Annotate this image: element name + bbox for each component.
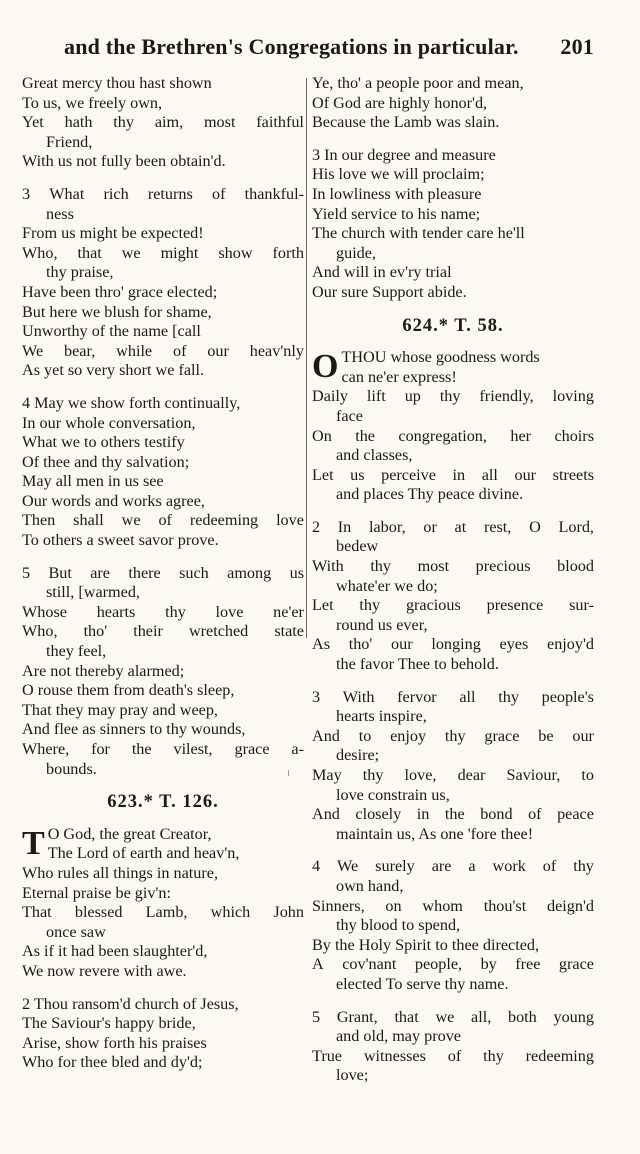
stanza [22,185,304,381]
hymn-624-more-stanzas [312,518,594,1086]
stanza [312,857,594,994]
verse-line: the favor Thee to behold. [336,655,499,674]
verse-line: Yield service to his name; [312,204,481,223]
hymn-623-stanza-1-rest [22,844,304,981]
verse-line: The Saviour's happy bride, [22,1014,196,1033]
verse-line: 2 In labor, or at rest, O Lord, [312,517,594,536]
verse-line: As if it had been slaughter'd, [22,942,208,961]
verse-line: own hand, [336,876,404,895]
stanza [312,74,594,133]
verse-line: Unworthy of the name [call [22,322,201,341]
verse-line: whate'er we do; [336,576,438,595]
verse-line: Daily lift up thy friendly, loving [312,387,594,406]
verse-line: 5 Grant, that we all, both young [312,1007,594,1026]
verse-line: hearts inspire, [336,707,427,726]
verse-line: Who, tho' their wretched state [22,622,304,641]
verse-line: 4 We surely are a work of thy [312,857,594,876]
verse-line: 3 What rich returns of thankful- [22,184,304,203]
verse-line: Yet hath thy aim, most faithful [22,113,304,132]
hymn-622-continuation [22,74,304,779]
verse-line: thy praise, [46,263,114,282]
verse-line: Ye, tho' a people poor and mean, [312,74,524,92]
verse-line: With us not fully been obtain'd. [22,152,226,171]
verse-line: bounds. [46,759,97,778]
verse-line: Who rules all things in nature, [22,863,219,882]
left-column [22,74,304,1086]
verse-line: As tho' our longing eyes enjoy'd [312,635,594,654]
verse-line: they feel, [46,642,107,661]
hymn-624-stanza-1-rest [312,368,594,505]
drop-cap: T [22,824,45,862]
drop-cap: O [312,348,339,386]
verse-line: By the Holy Spirit to thee directed, [312,935,540,954]
verse-line: To others a sweet savor prove. [22,531,219,550]
verse-line: That blessed Lamb, which John [22,903,304,922]
verse-line: And flee as sinners to thy wounds, [22,720,246,739]
verse-line: On the congregation, her choirs [312,426,594,445]
verse-line: And closely in the bond of peace [312,805,594,824]
verse-line: 3 With fervor all thy people's [312,687,594,706]
verse-line: Of thee and thy salvation; [22,452,190,471]
page-header [64,34,594,62]
hymn-624-first-line: OTHOU whose goodness words [312,348,540,386]
verse-line: That they may pray and weep, [22,700,218,719]
stanza [312,518,594,675]
right-column [312,74,594,1099]
verse-line: Sinners, on whom thou'st deign'd [312,896,594,915]
hymn-623-heading: 623.* T. 126. [107,792,219,813]
verse-line: Whose hearts thy love ne'er [22,602,304,621]
verse-line: In our whole conversation, [22,413,196,432]
verse-line: 4 May we show forth continually, [22,393,241,412]
verse-line: Who, that we might show forth [22,243,304,262]
verse-line: Our sure Support abide. [312,282,467,301]
verse-line: Eternal praise be giv'n: [22,883,171,902]
verse-line: and places Thy peace divine. [336,485,524,504]
verse-line: The church with tender care he'll [312,224,525,243]
verse-line: A cov'nant people, by free grace [312,955,594,974]
verse-line: O rouse them from death's sleep, [22,681,235,700]
verse-line: can ne'er express! [341,367,457,386]
stanza [22,394,304,551]
verse-line: His love we will proclaim; [312,165,485,184]
stanza [312,1008,594,1086]
hymn-623-first-line: T O God, the great Creator, [22,824,212,862]
verse-line: With thy most precious blood [312,557,594,576]
verse-line: Of God are highly honor'd, [312,93,488,112]
running-title: and the Brethren's Congregations in particular. [64,34,519,59]
verse-line: 5 But are there such among us [22,563,304,582]
verse-line: What we to others testify [22,433,185,452]
verse-line: bedew [336,537,379,556]
verse-line: Because the Lamb was slain. [312,113,500,132]
verse-line: Have been thro' grace elected; [22,282,218,301]
verse-line: In lowliness with pleasure [312,184,482,203]
verse-line: still, [warmed, [46,583,140,602]
stanza [312,688,594,845]
verse-line: 2 Thou ransom'd church of Jesus, [22,994,239,1013]
hymn-623-continuation [312,74,594,303]
verse-line: maintain us, As one 'fore thee! [336,824,534,843]
verse-line: and classes, [336,446,413,465]
stanza [22,564,304,780]
verse-line: and old, may prove [336,1027,461,1046]
verse-line: Arise, show forth his praises [22,1033,207,1052]
verse-line: round us ever, [336,615,428,634]
verse-line: From us might be expected! [22,224,204,243]
verse-line: As yet so very short we fall. [22,361,205,380]
verse-line: ness [46,204,74,223]
verse-line: To us, we freely own, [22,93,163,112]
verse-line: once saw [46,922,106,941]
verse-line: But here we blush for shame, [22,302,212,321]
column-divider [306,78,307,638]
verse-line: True witnesses of thy redeeming [312,1046,594,1065]
verse-line: desire; [336,746,380,765]
verse-line: Then shall we of redeeming love [22,511,304,530]
verse-line: We bear, while of our heav'nly [22,341,304,360]
hymn-623-stanza-1 [22,825,304,982]
verse-line: Who for thee bled and dy'd; [22,1053,203,1072]
print-mark [288,770,289,776]
verse-line: 3 In our degree and measure [312,145,496,164]
verse-line: elected To serve thy name. [336,974,509,993]
verse-line: face [336,406,363,425]
stanza [312,146,594,303]
verse-line: May thy love, dear Saviour, to [312,766,594,784]
verse-line: guide, [336,243,377,262]
hymn-624-heading: 624.* T. 58. [402,315,504,336]
hymn-623-stanza-2 [22,995,304,1073]
verse-line: love; [336,1066,369,1085]
verse-line: The Lord of earth and heav'n, [47,844,240,863]
verse-line: May all men in us see [22,472,164,491]
page-number: 201 [560,34,594,59]
verse-line: thy blood to spend, [336,916,461,935]
verse-line: love constrain us, [336,785,450,804]
stanza [22,74,304,172]
verse-line: Where, for the vilest, grace a- [22,740,304,758]
verse-line: And will in ev'ry trial [312,263,452,282]
hymn-624-stanza-1 [312,348,594,505]
verse-line: We now revere with awe. [22,961,187,980]
verse-line: Let us perceive in all our streets [312,465,594,484]
verse-line: Let thy gracious presence sur- [312,596,594,615]
verse-line: Friend, [46,132,93,151]
verse-line: Are not thereby alarmed; [22,661,185,680]
verse-line: And to enjoy thy grace be our [312,726,594,745]
verse-line: Great mercy thou hast shown [22,74,212,92]
verse-line: Our words and works agree, [22,491,205,510]
